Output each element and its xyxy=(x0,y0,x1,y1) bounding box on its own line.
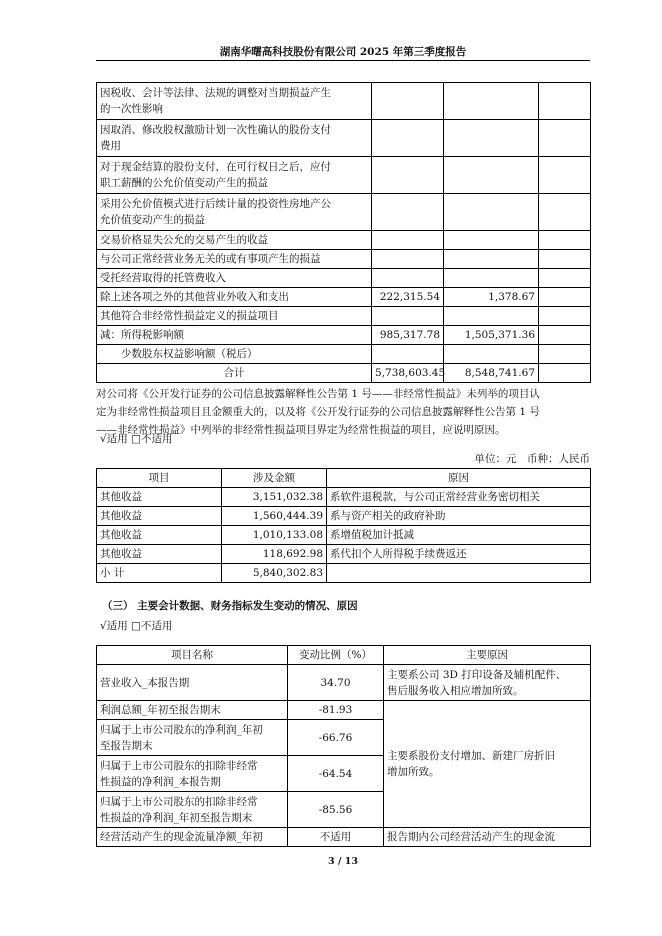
table-row-total: 合计 5,738,603.45 8,548,741.67 xyxy=(97,364,591,383)
section-title: （三） 主要会计数据、财务指标发生变动的情况、原因 xyxy=(102,600,358,612)
row-item: 除上述各项之外的其他营业外收入和支出 xyxy=(97,288,372,307)
row-item: 受托经营取得的托管费收入 xyxy=(97,269,372,288)
table-row: 除上述各项之外的其他营业外收入和支出 222,315.54 1,378.67 xyxy=(97,288,591,307)
row-item: 采用公允价值模式进行后续计量的投资性房地产公 允价值变动产生的损益 xyxy=(97,194,372,231)
reason-table xyxy=(96,468,591,583)
table-row: 其他收益 1,010,133.08 系增值税加计抵减 xyxy=(97,526,591,545)
table-row: 归属于上市公司股东的扣除非经常 性损益的净利润_年初至报告期末 -85.56 xyxy=(97,792,591,828)
table-row: 其他收益 1,560,444.39 系与资产相关的政府补助 xyxy=(97,507,591,526)
row-item: 少数股东权益影响额（税后） xyxy=(97,345,372,364)
paragraph-line: 定为非经常性损益项目且金额重大的，以及将《公开发行证券的公司信息披露解释性公告第 1 号 xyxy=(96,406,540,418)
table-row xyxy=(97,194,591,231)
row-item: 交易价格显失公允的交易产生的收益 xyxy=(97,231,372,250)
table-row: 其他收益 118,692.98 系代扣个人所得税手续费返还 xyxy=(97,545,591,564)
col-header: 项目 xyxy=(97,469,222,488)
applicable-checkbox: √适用 □不适用 xyxy=(100,620,173,632)
table-row: 归属于上市公司股东的净利润_年初 至报告期末 -66.76 xyxy=(97,720,591,756)
nonrecurring-table xyxy=(96,82,591,383)
table-row-subtotal: 小 计 5,840,302.83 xyxy=(97,564,591,583)
table-row: 营业收入_本报告期 34.70 主要系公司 3D 打印设备及辅机配件、 售后服务收入相应增加所致。 xyxy=(97,665,591,701)
row-item: 其他符合非经常性损益定义的损益项目 xyxy=(97,307,372,326)
row-item: 减：所得税影响额 xyxy=(97,326,372,345)
applicable-checkbox: √适用 □不适用 xyxy=(100,433,173,445)
row-item: 与公司正常经营业务无关的或有事项产生的损益 xyxy=(97,250,372,269)
header-rule xyxy=(96,60,590,61)
row-item: 对于现金结算的股份支付，在可行权日之后，应付 职工薪酬的公允价值变动产生的损益 xyxy=(97,157,372,194)
table-row: 经营活动产生的现金流量净额_年初 不适用 报告期内公司经营活动产生的现金流 xyxy=(97,828,591,847)
table-row xyxy=(97,269,591,288)
paragraph-line: 对公司将《公开发行证券的公司信息披露解释性公告第 1 号——非经常性损益》未列举的项目认 xyxy=(96,388,540,400)
change-table xyxy=(96,645,591,847)
col-header: 涉及金额 xyxy=(222,469,327,488)
table-row xyxy=(97,157,591,194)
table-row xyxy=(97,83,591,120)
page-number: 3 / 13 xyxy=(328,856,358,867)
table-row: 减：所得税影响额 985,317.78 1,505,371.36 xyxy=(97,326,591,345)
col-header: 变动比例（%） xyxy=(288,646,384,665)
row-item: 因取消、修改股权激励计划一次性确认的股份支付 费用 xyxy=(97,120,372,157)
paragraph-line: ——非经常性损益》中列举的非经常性损益项目界定为经常性损益的项目，应说明原因。 xyxy=(96,424,506,436)
col-header: 项目名称 xyxy=(97,646,288,665)
unit-line: 单位：元 币种：人民币 xyxy=(474,453,590,465)
table-header-row xyxy=(97,646,591,665)
table-row xyxy=(97,231,591,250)
row-item: 因税收、会计等法律、法规的调整对当期损益产生 的一次性影响 xyxy=(97,83,372,120)
col-header: 主要原因 xyxy=(384,646,591,665)
table-row xyxy=(97,345,591,364)
page-header: 湖南华曙高科技股份有限公司 2025 年第三季度报告 xyxy=(219,46,467,58)
row-item: 合计 xyxy=(97,364,372,383)
reason-cell: 主要系公司 3D 打印设备及辅机配件、 售后服务收入相应增加所致。 xyxy=(384,665,591,701)
table-row xyxy=(97,307,591,326)
table-header-row xyxy=(97,469,591,488)
table-row xyxy=(97,120,591,157)
table-row: 利润总额_年初至报告期末 -81.93 主要系股份支付增加、新建厂房折旧 增加所致。 xyxy=(97,701,591,720)
reason-cell: 主要系股份支付增加、新建厂房折旧 增加所致。 xyxy=(384,701,591,828)
col-header: 原因 xyxy=(327,469,591,488)
table-row xyxy=(97,250,591,269)
table-row: 归属于上市公司股东的扣除非经常 性损益的净利润_本报告期 -64.54 xyxy=(97,756,591,792)
table-row: 其他收益 3,151,032.38 系软件退税款，与公司正常经营业务密切相关 xyxy=(97,488,591,507)
